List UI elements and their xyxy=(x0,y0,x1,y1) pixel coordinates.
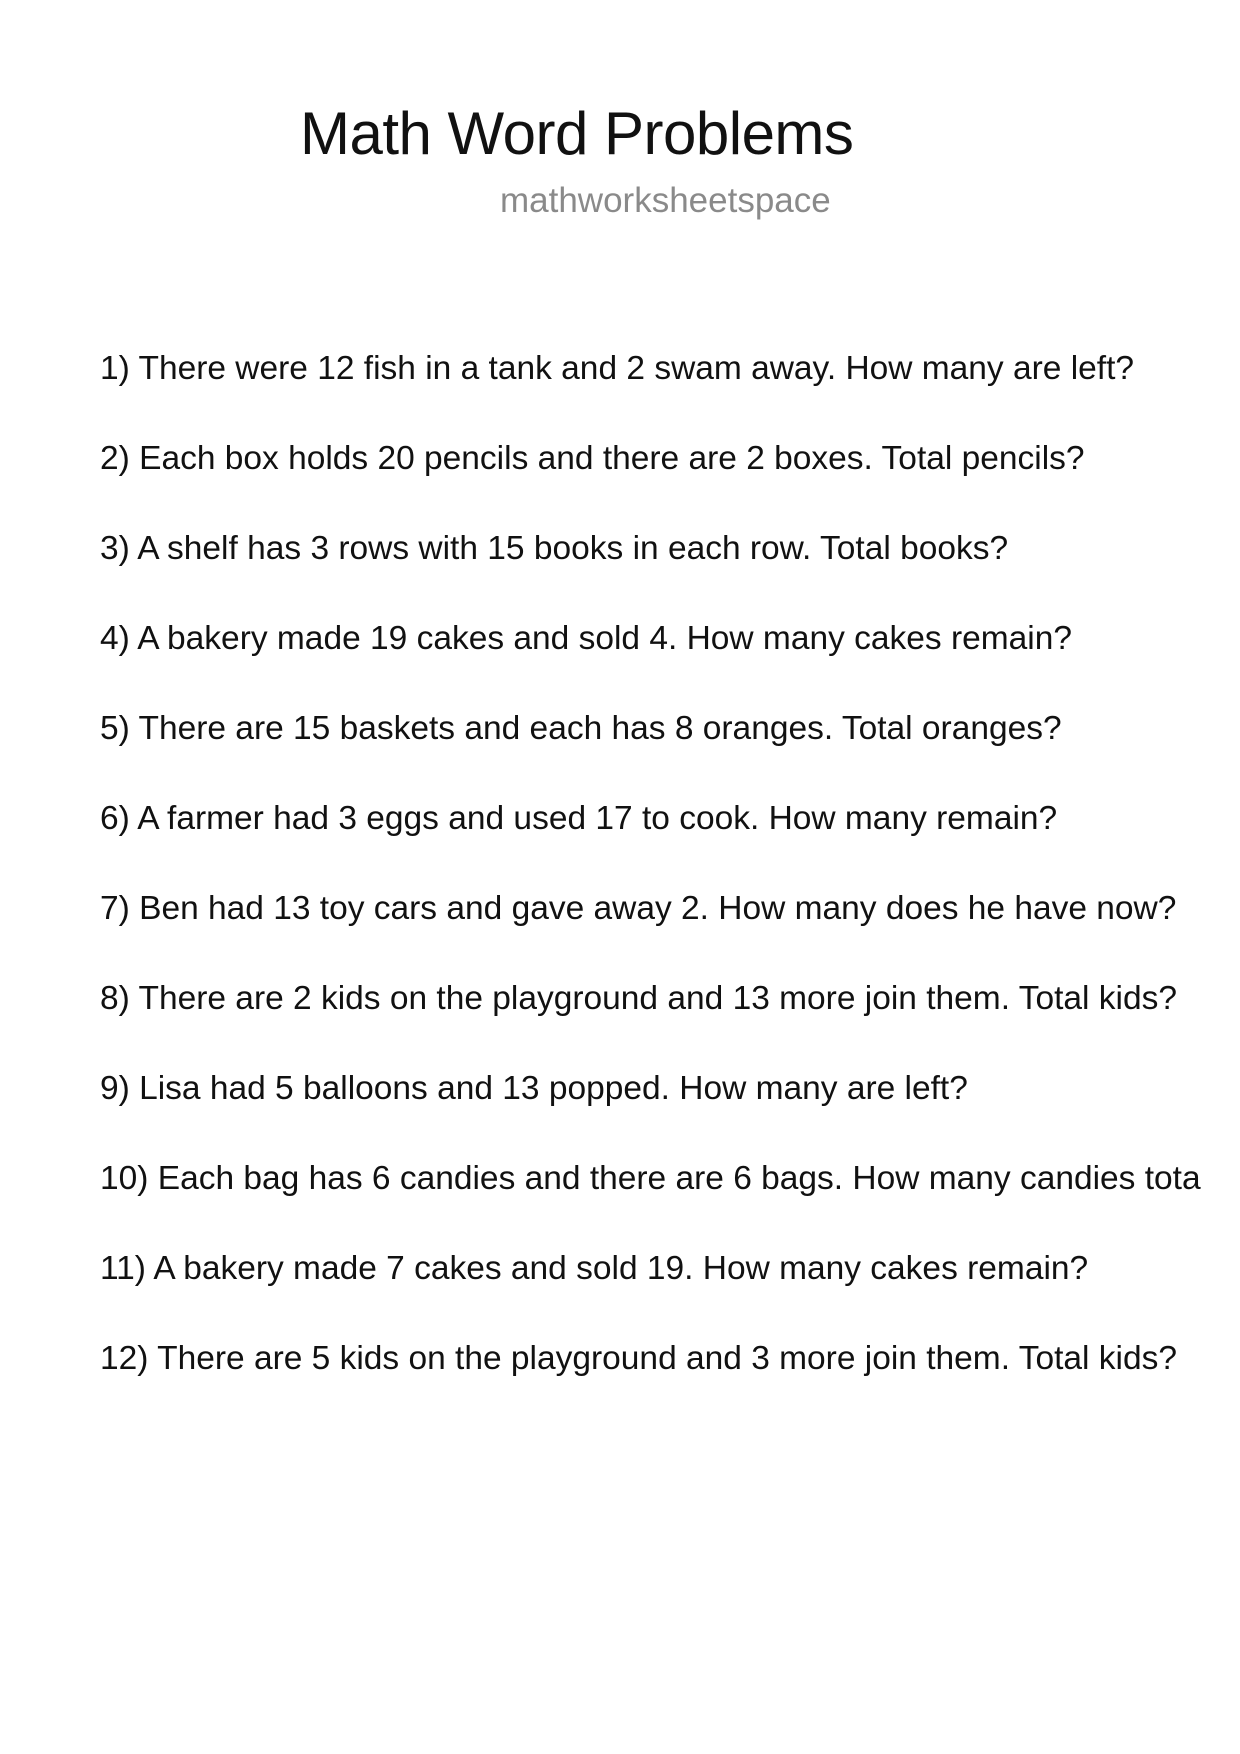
problem-item: 7) Ben had 13 toy cars and gave away 2. How many does he have now? xyxy=(100,890,1177,927)
problem-list xyxy=(100,349,1240,1429)
problem-item: 6) A farmer had 3 eggs and used 17 to cook. How many remain? xyxy=(100,800,1058,837)
source-label: mathworksheetspace xyxy=(500,181,831,220)
problem-item: 2) Each box holds 20 pencils and there are 2 boxes. Total pencils? xyxy=(100,440,1085,477)
problem-item: 3) A shelf has 3 rows with 15 books in each row. Total books? xyxy=(100,530,1009,567)
problem-item: 10) Each bag has 6 candies and there are 6 bags. How many candies tota xyxy=(100,1160,1201,1197)
page-title: Math Word Problems xyxy=(300,100,854,167)
problem-item: 5) There are 15 baskets and each has 8 oranges. Total oranges? xyxy=(100,710,1062,747)
problem-item: 1) There were 12 fish in a tank and 2 swam away. How many are left? xyxy=(100,350,1135,387)
problem-item: 8) There are 2 kids on the playground and 13 more join them. Total kids? xyxy=(100,980,1177,1017)
problem-item: 9) Lisa had 5 balloons and 13 popped. How many are left? xyxy=(100,1070,968,1107)
problem-item: 11) A bakery made 7 cakes and sold 19. How many cakes remain? xyxy=(100,1250,1089,1287)
problem-item: 12) There are 5 kids on the playground and 3 more join them. Total kids? xyxy=(100,1340,1177,1377)
problem-item: 4) A bakery made 19 cakes and sold 4. How many cakes remain? xyxy=(100,620,1073,657)
